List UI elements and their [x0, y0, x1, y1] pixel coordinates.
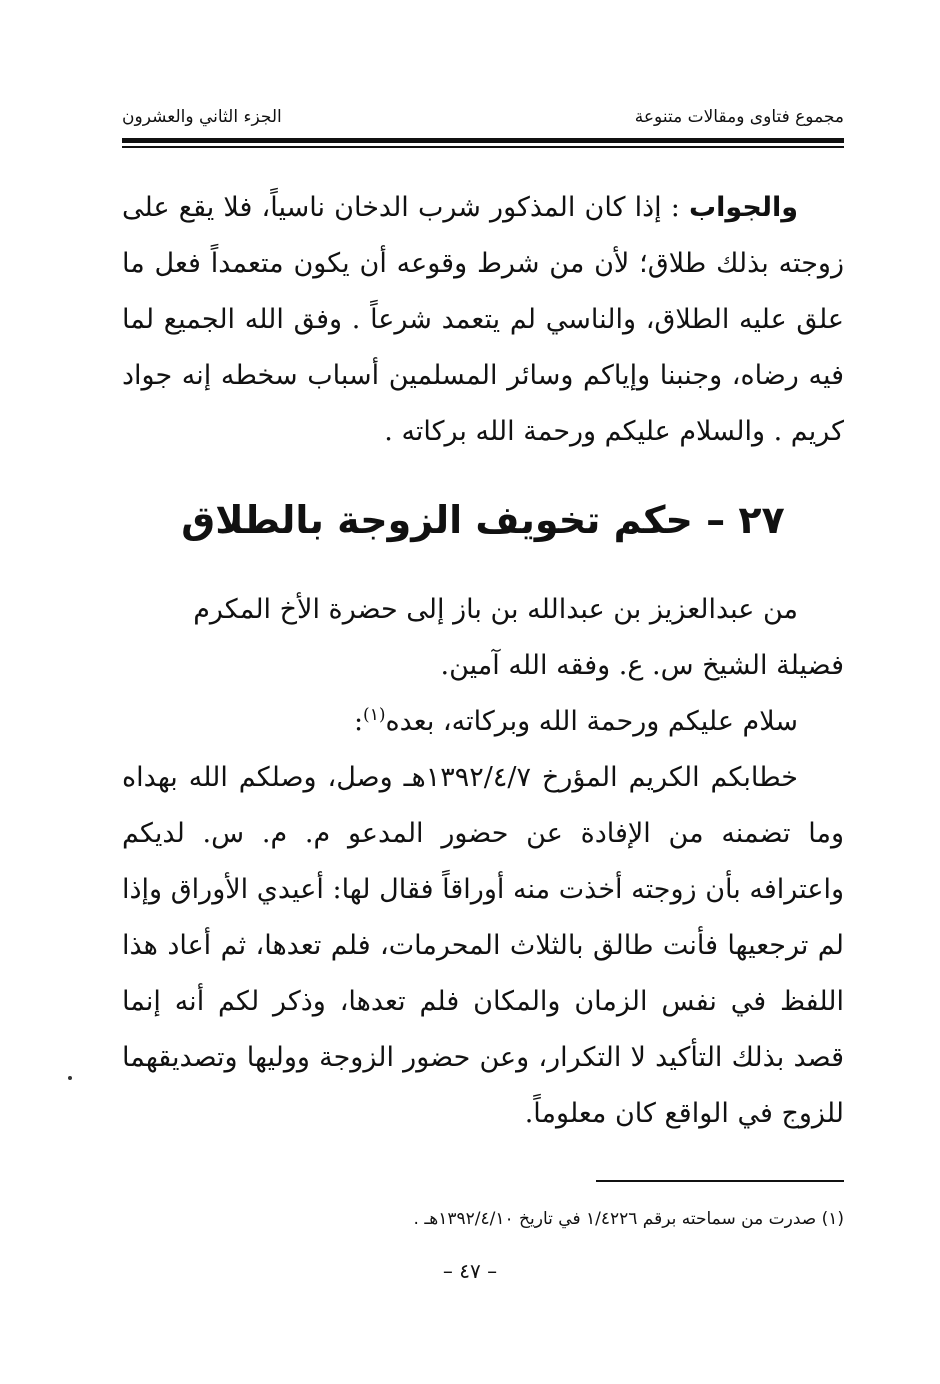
page-number: – ٤٧ – — [442, 1259, 498, 1283]
footnote: (١) صدرت من سماحته برقم ١/٤٢٢٦ في تاريخ ١٣٩٢/٤/١٠هـ . — [413, 1209, 844, 1229]
header-rule-thick — [122, 138, 844, 143]
letter-opening-text: من عبدالعزيز بن عبدالله بن باز إلى حضرة الأخ المكرم — [193, 594, 798, 625]
letter-body-paragraph — [122, 750, 844, 1142]
letter-greeting-text: سلام عليكم ورحمة الله وبركاته، بعده — [385, 706, 798, 737]
header-part-label: الجزء الثاني والعشرون — [122, 107, 282, 127]
letter-addressee-line: فضيلة الشيخ س. ع. وفقه الله آمين. — [440, 650, 844, 681]
scan-speck — [68, 1076, 72, 1080]
section-title: ٢٧ – حكم تخويف الزوجة بالطلاق — [181, 498, 785, 542]
footnote-separator — [596, 1180, 844, 1182]
letter-content — [122, 582, 844, 1142]
answer-label: والجواب — [689, 192, 798, 223]
answer-paragraph — [122, 180, 844, 460]
header-book-title: مجموع فتاوى ومقالات متنوعة — [634, 107, 844, 127]
running-header — [122, 102, 844, 132]
letter-greeting-end: : — [353, 706, 364, 737]
footnote-reference-mark: (١) — [363, 705, 386, 725]
letter-body-text: خطابكم الكريم المؤرخ ١٣٩٢/٤/٧هـ وصل، وصلكم الله بهداه وما تضمنه من الإفادة عن حضور المدعو م. م. س. لديكم واعترافه بأن زوجته أخذت منه أوراقاً فقال لها: أعيدي الأوراق وإذا لم ترجعيها فأنت طالق بالثلاث المحرمات، فلم تعدها، ثم أعاد هذا اللفظ في نفس الزمان والمكان فلم تعدها، وذكر لكم أنه إنما قصد بذلك التأكيد لا التكرار، وعن حضور الزوجة ووليها وتصديقهما للزوج في الواقع كان معلوماً. — [122, 762, 845, 1129]
header-rule-thin — [122, 146, 844, 148]
letter-opening-line — [122, 582, 844, 638]
answer-text: : إذا كان المذكور شرب الدخان ناسياً، فلا يقع على زوجته بذلك طلاق؛ لأن من شرط وقوعه أن يكون متعمداً فعل ما علق عليه الطلاق، والناسي لم يتعمد شرعاً . وفق الله الجميع لما فيه رضاه، وجنبنا وإياكم وسائر المسلمين أسباب سخطه إنه جواد كريم . والسلام عليكم ورحمة الله بركاته . — [122, 192, 845, 447]
letter-greeting-line — [122, 694, 844, 750]
